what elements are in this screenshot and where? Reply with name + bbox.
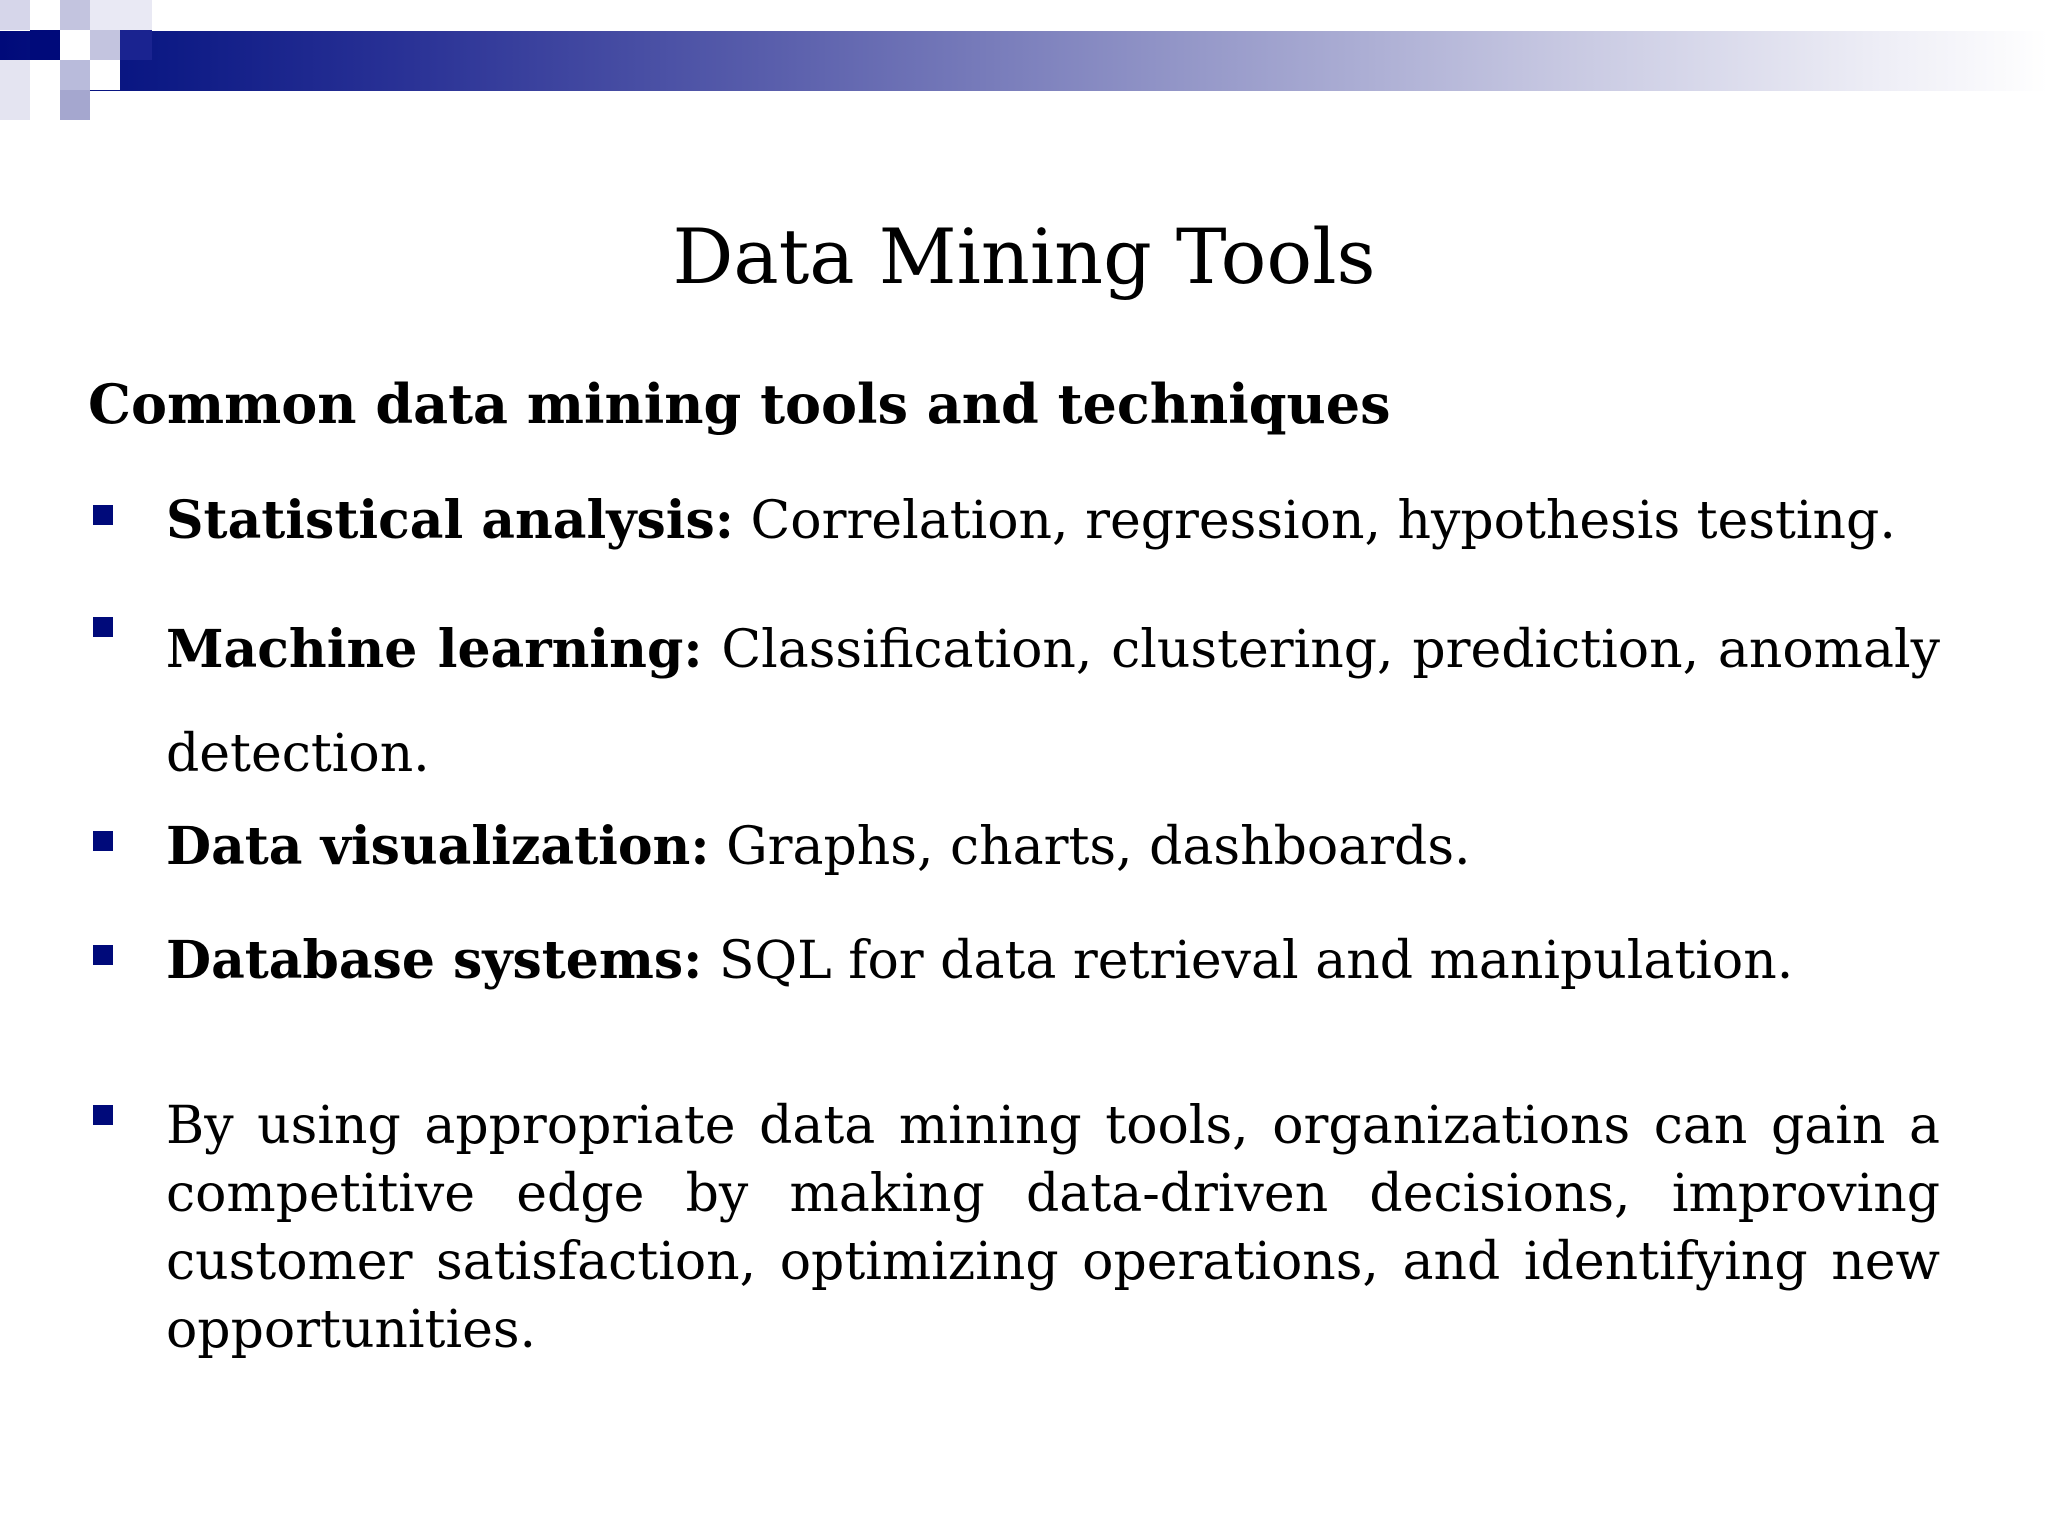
corner-square <box>90 0 152 30</box>
bullet-text: SQL for data retrieval and manipulation. <box>702 931 1794 991</box>
corner-square <box>60 60 90 90</box>
slide-subheading: Common data mining tools and techniques <box>88 372 1391 436</box>
bullet-item-data-visualization <box>166 812 1940 882</box>
bullet-item-statistical-analysis <box>166 486 1940 556</box>
square-bullet-icon <box>93 505 113 525</box>
square-bullet-icon <box>93 945 113 965</box>
corner-square <box>120 30 152 60</box>
square-bullet-icon <box>93 831 113 851</box>
bullet-item-database-systems <box>166 926 1940 996</box>
slide-title: Data Mining Tools <box>672 212 1376 301</box>
corner-square <box>0 0 30 30</box>
corner-square <box>30 30 60 60</box>
corner-square <box>60 90 90 120</box>
bullet-text: Classification, clustering, prediction, anomaly detection. <box>166 620 1941 784</box>
corner-square <box>60 30 90 60</box>
square-bullet-icon <box>93 1105 113 1125</box>
bullet-term: Machine learning: <box>166 619 703 680</box>
bullet-term: Statistical analysis: <box>166 490 734 551</box>
bullet-term: Database systems: <box>166 930 703 991</box>
bullet-text: By using appropriate data mining tools, organizations can gain a competitive edge by making data-driven decisions, improving customer satisfaction, optimizing operations, and identifying new opportunities. <box>166 1096 1940 1360</box>
corner-square <box>60 0 90 30</box>
corner-square <box>30 60 60 90</box>
bullet-text: Graphs, charts, dashboards. <box>709 817 1471 877</box>
bullet-text: Correlation, regression, hypothesis testing. <box>733 491 1896 551</box>
bullet-item-machine-learning <box>166 598 1940 806</box>
corner-square <box>0 60 30 120</box>
header-gradient-band <box>0 31 2048 91</box>
corner-square <box>90 60 120 90</box>
bullet-item-summary <box>166 1092 1940 1364</box>
bullet-term: Data visualization: <box>166 816 710 877</box>
square-bullet-icon <box>93 617 113 637</box>
corner-square <box>90 30 120 60</box>
corner-square <box>30 90 60 120</box>
corner-square <box>30 0 60 30</box>
